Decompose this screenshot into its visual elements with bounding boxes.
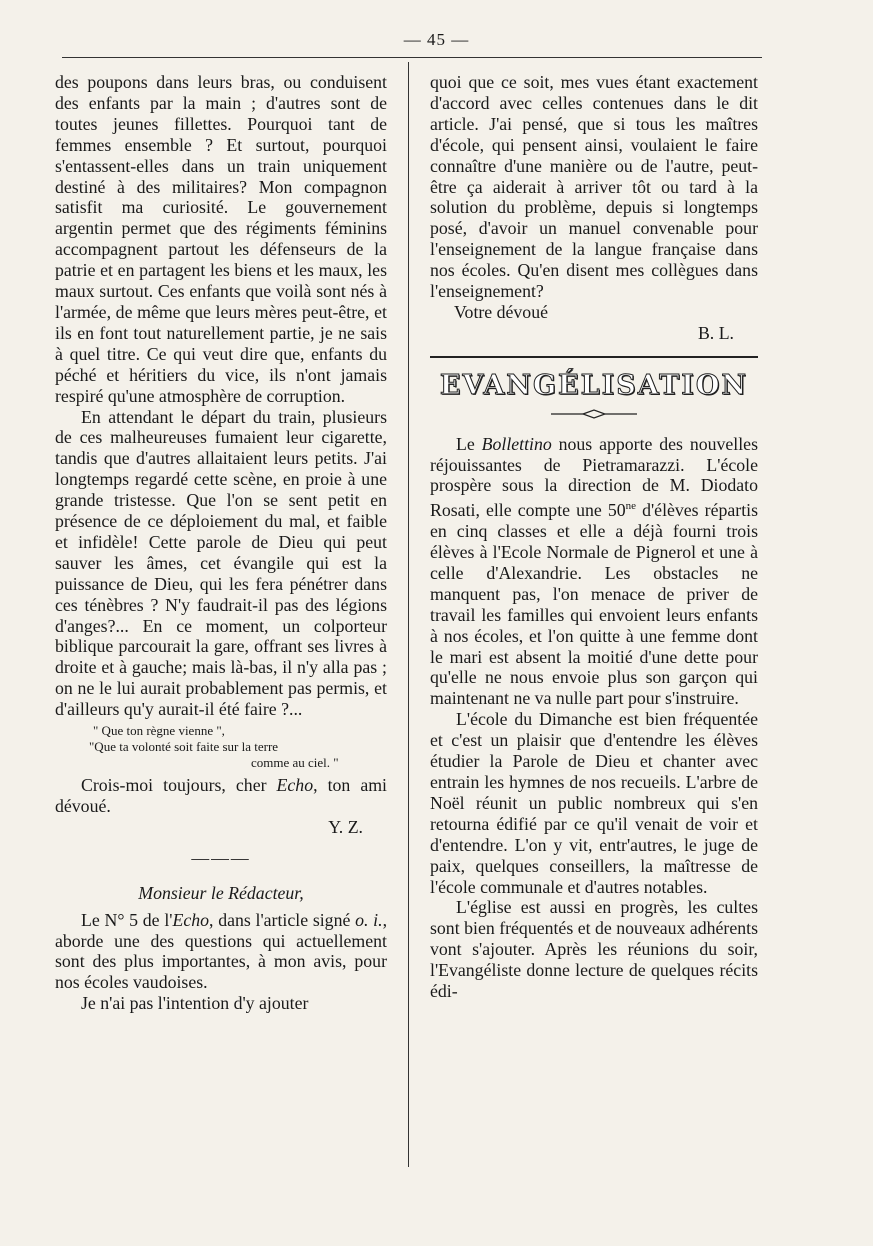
- prayer-line-1: " Que ton règne vienne ",: [93, 723, 225, 739]
- left-paragraph-2: En attendant le départ du train, plusieurs de ces malheureuses fumaient leur cigarette, tandis que d'autres allaitaient leurs petits. J'ai longtemps regardé cette scène, en proie à une grande tristesse. Que l'on se sent petit en présence de ce déploiement du mal, et faible et infidèle! Cette parole de Dieu qui peut sauver les âmes, cet évangile qui est la puissance de Dieu, qui les fera pénétrer dans ces ténèbres ? N'y faudrait-il pas des légions d'anges?... En ce moment, un colporteur biblique parcourait la gare, offrant ses livres à droite et à gauche; mais là-bas, il n'y alla pas ; on ne le lui aurait probablement pas permis, et d'ailleurs qu'y aurait-il été faire ?...: [55, 406, 387, 720]
- column-divider: [408, 62, 409, 1167]
- closing-line: Votre dévoué: [454, 301, 548, 322]
- p3-text-a: Crois-moi toujours, cher: [81, 775, 277, 796]
- p2-text-a: Le: [456, 433, 482, 454]
- page-number: — 45 —: [403, 30, 470, 49]
- prayer-line-2: "Que ta volonté soit faite sur la terre: [89, 739, 279, 755]
- echo-title-2: Echo: [172, 909, 210, 930]
- prayer-line-3: comme au ciel. ": [251, 755, 339, 771]
- ordinal-suffix: ne: [625, 500, 637, 513]
- echo-title: Echo: [276, 775, 314, 796]
- right-paragraph-2: [430, 434, 758, 710]
- right-paragraph-1: quoi que ce soit, mes vues étant exactement d'accord avec celles contenues dans le dit article. J'ai pensé, que si tous les maîtres d'école, qui pensent ainsi, voulaient le faire connaître d'une manière ou de l'autre, peut-être ça aiderait à arriver tôt ou tard à la solution du problème, depuis si longtemps posé, d'avoir un manuel convenable pour l'enseignement de la langue française dans nos écoles. Qu'en disent mes collègues dans l'enseignement?: [430, 72, 758, 302]
- quoted-prayer: [55, 723, 387, 771]
- section-title: EVANGÉLISATION: [439, 369, 749, 401]
- right-column: [430, 72, 758, 1002]
- p4-text-a: Le N° 5 de l': [81, 909, 173, 930]
- p4-text-c: , aborde une des questions qui actuellement sont des plus importantes, à mon avis, pour nos écoles vaudoises.: [55, 909, 388, 993]
- ornament-icon: [430, 403, 758, 424]
- header-rule: [62, 57, 762, 58]
- section-rule: [430, 356, 758, 358]
- signature-yz: Y. Z.: [328, 816, 363, 837]
- salutation: Monsieur le Rédacteur,: [138, 882, 304, 903]
- right-paragraph-3: L'école du Dimanche est bien fréquentée et c'est un plaisir que d'entendre les élèves étudier la Parole de Dieu et chanter avec entrain les hymnes de nos recueils. L'arbre de Noël réunit un public nombreux qui s'en retourna édifié par ce qu'il venait de voir et d'entendre. L'on y vit, entr'autres, le juge de paix, quelques conseillers, la maîtresse de l'école communale et d'autres notables.: [430, 709, 758, 897]
- left-column: [55, 72, 387, 1014]
- signature-bl: B. L.: [697, 322, 734, 343]
- p3-text-b: , ton ami dévoué.: [55, 775, 387, 816]
- author-initials: o. i.: [355, 909, 383, 930]
- p2-text-b: nous apporte des nouvelles réjouissantes de Pietramarazzi. L'école prospère sous la direction de M. Diodato Rosati, elle compte une 50: [430, 433, 758, 521]
- left-paragraph-1: des poupons dans leurs bras, ou conduisent des enfants par la main ; d'autres sont de toutes jeunes fillettes. Pourquoi tant de femmes ensemble ? Et surtout, pourquoi s'entassent-elles dans un train uniquement destiné à des militaires? Mon compagnon satisfit ma curiosité. Le gouvernement argentin permet que des régiments féminins accompagnent partout les défenseurs de la patrie et en partagent les biens et les maux, les maux surtout. Ces enfants que voilà sont nés à l'armée, de même que leurs mères peut-être, et ils en font tout naturellement partie, je ne sais à quel titre. Ce qui veut dire que, enfants du péché et héritiers du vice, ils n'ont jamais respiré qu'une atmosphère de corruption.: [55, 72, 387, 406]
- section-separator: ———: [191, 847, 251, 868]
- left-paragraph-3: [55, 775, 387, 817]
- p2-text-c: d'élèves répartis en cinq classes et elle a déjà fourni trois élèves à l'Ecole Normale de Pignerol et une à celle d'Alexandrie. Les obstacles ne manquent pas, l'on menace de priver de travail les familles qui envoient leurs enfants à nos écoles, et l'on quitte à une femme dont le mari est absent la moitié d'une dette pour qu'elle ne nous envoie plus son garçon qui maintenant ne va nulle part pour s'instruire.: [430, 500, 758, 709]
- p4-text-b: , dans l'article signé: [209, 909, 356, 930]
- right-paragraph-4: L'église est aussi en progrès, les cultes sont bien fréquentés et de nouveaux adhérents vont s'ajouter. Après les réunions du soir, l'Evangéliste donne lecture de quelques récits édi-: [430, 897, 758, 1002]
- left-paragraph-4: [55, 910, 387, 994]
- left-paragraph-5: Je n'ai pas l'intention d'y ajouter: [81, 993, 309, 1014]
- bollettino-title: Bollettino: [481, 433, 552, 454]
